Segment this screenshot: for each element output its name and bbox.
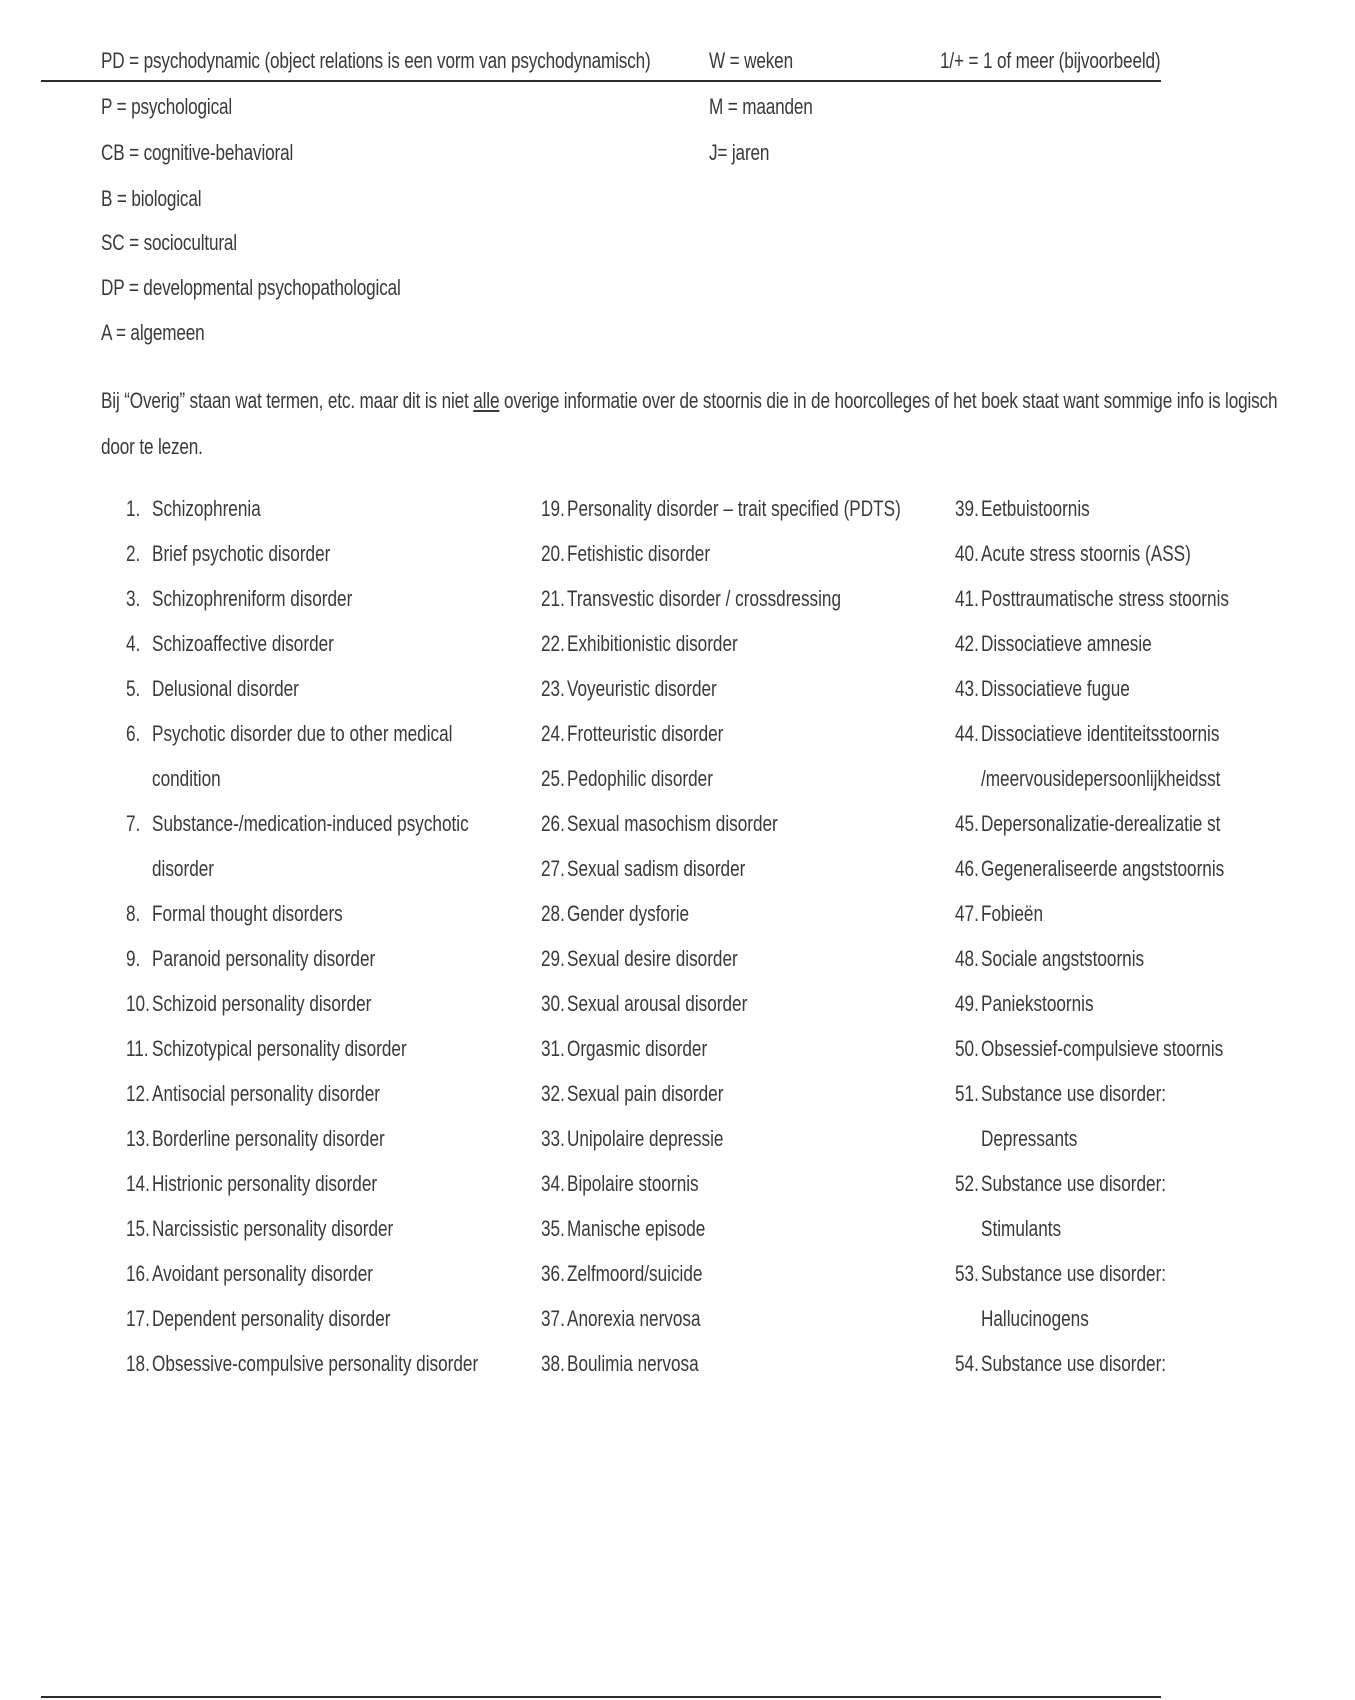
list-item: [541, 494, 941, 539]
list-item: [955, 584, 1355, 629]
list-item-number: 11.: [126, 1036, 149, 1061]
list-item-number: 38.: [541, 1351, 565, 1376]
list-item-number: 33.: [541, 1126, 565, 1151]
list-item-number: 17.: [126, 1306, 150, 1331]
list-item-number: 41.: [955, 586, 979, 611]
list-item: [541, 1349, 941, 1394]
list-item: [126, 1169, 526, 1214]
list-item-label: Paniekstoornis: [981, 991, 1094, 1016]
list-item: [126, 944, 526, 989]
list-item-label: Orgasmic disorder: [567, 1036, 708, 1061]
list-item-label: Zelfmoord/suicide: [567, 1261, 703, 1286]
list-item-label: disorder: [152, 856, 214, 881]
list-item: [541, 1259, 941, 1304]
list-item-label: Schizophreniform disorder: [152, 586, 353, 611]
list-item-label: Personality disorder – trait specified (PDTS): [567, 496, 901, 521]
footer-rule: [41, 1696, 1161, 1698]
list-item-label: condition: [152, 766, 221, 791]
list-item-number: 4.: [126, 631, 141, 656]
list-item: [541, 764, 941, 809]
list-item: [126, 719, 526, 809]
list-item-number: 3.: [126, 586, 141, 611]
list-item: [541, 674, 941, 719]
list-item-label: Sexual desire disorder: [567, 946, 738, 971]
legend-pd: PD = psychodynamic (object relations is een vorm van psychodynamisch): [101, 48, 651, 73]
list-item: [955, 494, 1355, 539]
list-item-number: 47.: [955, 901, 979, 926]
list-item-label: Pedophilic disorder: [567, 766, 713, 791]
list-item: [955, 809, 1355, 854]
list-item-number: 52.: [955, 1171, 979, 1196]
list-item-label: Sexual sadism disorder: [567, 856, 746, 881]
note-line-1: [101, 386, 1277, 416]
list-item: [126, 1034, 526, 1079]
list-item: [955, 629, 1355, 674]
list-item-label: Gegeneraliseerde angststoornis: [981, 856, 1225, 881]
list-item: [541, 584, 941, 629]
legend-item: J= jaren: [709, 140, 770, 165]
list-item-label: Fobieën: [981, 901, 1044, 926]
list-item: [541, 1214, 941, 1259]
list-item-number: 44.: [955, 721, 979, 746]
list-item-number: 31.: [541, 1036, 565, 1061]
list-item-number: 54.: [955, 1351, 979, 1376]
note-emphasis: alle: [473, 388, 500, 413]
list-item: [126, 1214, 526, 1259]
list-item: [541, 1034, 941, 1079]
list-item: [955, 674, 1355, 719]
list-item-label: Paranoid personality disorder: [152, 946, 376, 971]
list-item-label: Voyeuristic disorder: [567, 676, 717, 701]
list-item-label: Fetishistic disorder: [567, 541, 711, 566]
list-item: [541, 899, 941, 944]
list-item-number: 22.: [541, 631, 565, 656]
list-item-label: Substance use disorder:: [981, 1261, 1167, 1286]
list-item: [126, 494, 526, 539]
list-item-number: 42.: [955, 631, 979, 656]
list-item: [955, 1259, 1355, 1349]
list-item-label: Schizotypical personality disorder: [152, 1036, 407, 1061]
list-item-number: 18.: [126, 1351, 150, 1376]
list-item-number: 32.: [541, 1081, 565, 1106]
list-item-number: 12.: [126, 1081, 150, 1106]
list-item-label: Antisocial personality disorder: [152, 1081, 380, 1106]
list-item: [541, 1124, 941, 1169]
list-item-number: 9.: [126, 946, 141, 971]
list-item: [126, 899, 526, 944]
list-item-label: Obsessive-compulsive personality disorder: [152, 1351, 479, 1376]
list-item-label: Obsessief-compulsieve stoornis: [981, 1036, 1224, 1061]
list-item-number: 24.: [541, 721, 565, 746]
list-item: [955, 944, 1355, 989]
list-item: [955, 1079, 1355, 1169]
header-rule: [41, 80, 1161, 82]
list-item: [541, 1304, 941, 1349]
list-item-number: 14.: [126, 1171, 150, 1196]
list-item-number: 29.: [541, 946, 565, 971]
list-item: [541, 719, 941, 764]
list-item-label: Substance use disorder:: [981, 1081, 1167, 1106]
list-item-number: 40.: [955, 541, 979, 566]
list-item-number: 49.: [955, 991, 979, 1016]
list-item-number: 46.: [955, 856, 979, 881]
list-item-label: Acute stress stoornis (ASS): [981, 541, 1191, 566]
list-item-label: Unipolaire depressie: [567, 1126, 724, 1151]
list-item: [126, 1304, 526, 1349]
legend-item: A = algemeen: [101, 320, 205, 345]
legend-item: P = psychological: [101, 94, 233, 119]
list-item-label: Narcissistic personality disorder: [152, 1216, 394, 1241]
list-item-number: 43.: [955, 676, 979, 701]
note-line-2: door te lezen.: [101, 434, 203, 459]
list-item-label: Histrionic personality disorder: [152, 1171, 378, 1196]
list-item-label: Substance use disorder:: [981, 1351, 1167, 1376]
legend-weeks: W = weken: [709, 48, 793, 73]
list-item-label: Gender dysforie: [567, 901, 690, 926]
list-item-number: 16.: [126, 1261, 150, 1286]
list-item-label: Posttraumatische stress stoornis: [981, 586, 1229, 611]
list-item-label: Dissociatieve identiteitsstoornis: [981, 721, 1220, 746]
list-item: [541, 629, 941, 674]
list-item-number: 51.: [955, 1081, 979, 1106]
list-item-label: Exhibitionistic disorder: [567, 631, 738, 656]
list-item-number: 34.: [541, 1171, 565, 1196]
list-item-label: Hallucinogens: [981, 1306, 1089, 1331]
list-item-number: 20.: [541, 541, 565, 566]
list-item: [126, 1079, 526, 1124]
list-item: [541, 944, 941, 989]
list-item-number: 36.: [541, 1261, 565, 1286]
list-item-number: 39.: [955, 496, 979, 521]
list-item: [955, 854, 1355, 899]
list-item-label: Sexual masochism disorder: [567, 811, 778, 836]
list-item-number: 13.: [126, 1126, 150, 1151]
list-item: [541, 809, 941, 854]
legend-item: SC = sociocultural: [101, 230, 237, 255]
list-item-number: 25.: [541, 766, 565, 791]
list-item: [126, 1349, 526, 1394]
list-item-label: Dependent personality disorder: [152, 1306, 391, 1331]
list-item: [126, 629, 526, 674]
disorder-list: [0, 494, 1229, 1394]
list-item-label: Depersonalizatie-derealizatie st: [981, 811, 1221, 836]
list-item-label: Psychotic disorder due to other medical: [152, 721, 453, 746]
list-item: [126, 1259, 526, 1304]
disorder-column-2: [541, 494, 941, 1394]
legend-one-or-more: 1/+ = 1 of meer (bijvoorbeeld): [940, 48, 1161, 73]
list-item-number: 6.: [126, 721, 141, 746]
list-item-number: 27.: [541, 856, 565, 881]
list-item-label: Schizophrenia: [152, 496, 261, 521]
list-item-number: 1.: [126, 496, 141, 521]
list-item-number: 23.: [541, 676, 565, 701]
note-text: overige informatie over de stoornis die in de hoorcolleges of het boek staat want sommige info is logisch: [499, 388, 1278, 413]
list-item-number: 50.: [955, 1036, 979, 1061]
list-item-number: 7.: [126, 811, 141, 836]
list-item: [955, 899, 1355, 944]
list-item-number: 53.: [955, 1261, 979, 1286]
list-item-number: 35.: [541, 1216, 565, 1241]
list-item-label: Borderline personality disorder: [152, 1126, 385, 1151]
list-item-label: Dissociatieve amnesie: [981, 631, 1152, 656]
list-item-label: Anorexia nervosa: [567, 1306, 701, 1331]
list-item: [126, 539, 526, 584]
list-item-label: Sexual pain disorder: [567, 1081, 724, 1106]
list-item-label: Schizoid personality disorder: [152, 991, 372, 1016]
list-item-number: 8.: [126, 901, 141, 926]
list-item-label: Brief psychotic disorder: [152, 541, 331, 566]
list-item-label: Avoidant personality disorder: [152, 1261, 373, 1286]
list-item: [955, 1034, 1355, 1079]
list-item-label: Eetbuistoornis: [981, 496, 1090, 521]
list-item-number: 37.: [541, 1306, 565, 1331]
legend-item: B = biological: [101, 186, 202, 211]
list-item-number: 48.: [955, 946, 979, 971]
list-item: [126, 809, 526, 899]
list-item: [126, 989, 526, 1034]
list-item-number: 5.: [126, 676, 141, 701]
list-item-label: Depressants: [981, 1126, 1078, 1151]
list-item-number: 19.: [541, 496, 565, 521]
list-item: [955, 1349, 1355, 1394]
list-item: [955, 1169, 1355, 1259]
list-item: [955, 539, 1355, 584]
list-item-label: Delusional disorder: [152, 676, 299, 701]
list-item-number: 10.: [126, 991, 150, 1016]
list-item-label: Schizoaffective disorder: [152, 631, 334, 656]
list-item: [541, 1169, 941, 1214]
list-item: [126, 584, 526, 629]
list-item-number: 45.: [955, 811, 979, 836]
list-item: [955, 989, 1355, 1034]
list-item-label: Manische episode: [567, 1216, 706, 1241]
list-item: [126, 674, 526, 719]
list-item-label: Formal thought disorders: [152, 901, 343, 926]
list-item: [541, 539, 941, 584]
list-item: [541, 854, 941, 899]
list-item-number: 2.: [126, 541, 141, 566]
list-item-number: 15.: [126, 1216, 150, 1241]
list-item: [541, 1079, 941, 1124]
list-item-label: Frotteuristic disorder: [567, 721, 724, 746]
list-item-number: 30.: [541, 991, 565, 1016]
list-item-label: Dissociatieve fugue: [981, 676, 1130, 701]
list-item-label: /meervousidepersoonlijkheidsst: [981, 766, 1221, 791]
list-item: [126, 1124, 526, 1169]
list-item-label: Bipolaire stoornis: [567, 1171, 699, 1196]
list-item: [955, 719, 1355, 809]
list-item: [541, 989, 941, 1034]
note-text: Bij “Overig” staan wat termen, etc. maar dit is niet: [101, 388, 474, 413]
legend-item: M = maanden: [709, 94, 813, 119]
legend-item: DP = developmental psychopathological: [101, 275, 401, 300]
list-item-label: Transvestic disorder / crossdressing: [567, 586, 842, 611]
list-item-number: 26.: [541, 811, 565, 836]
list-item-label: Sexual arousal disorder: [567, 991, 748, 1016]
list-item-number: 28.: [541, 901, 565, 926]
list-item-label: Substance-/medication-induced psychotic: [152, 811, 469, 836]
legend-item: CB = cognitive-behavioral: [101, 140, 294, 165]
disorder-column-3: [955, 494, 1355, 1394]
list-item-label: Sociale angststoornis: [981, 946, 1145, 971]
list-item-label: Stimulants: [981, 1216, 1062, 1241]
list-item-number: 21.: [541, 586, 565, 611]
list-item-label: Substance use disorder:: [981, 1171, 1167, 1196]
list-item-label: Boulimia nervosa: [567, 1351, 699, 1376]
disorder-column-1: [126, 494, 526, 1394]
